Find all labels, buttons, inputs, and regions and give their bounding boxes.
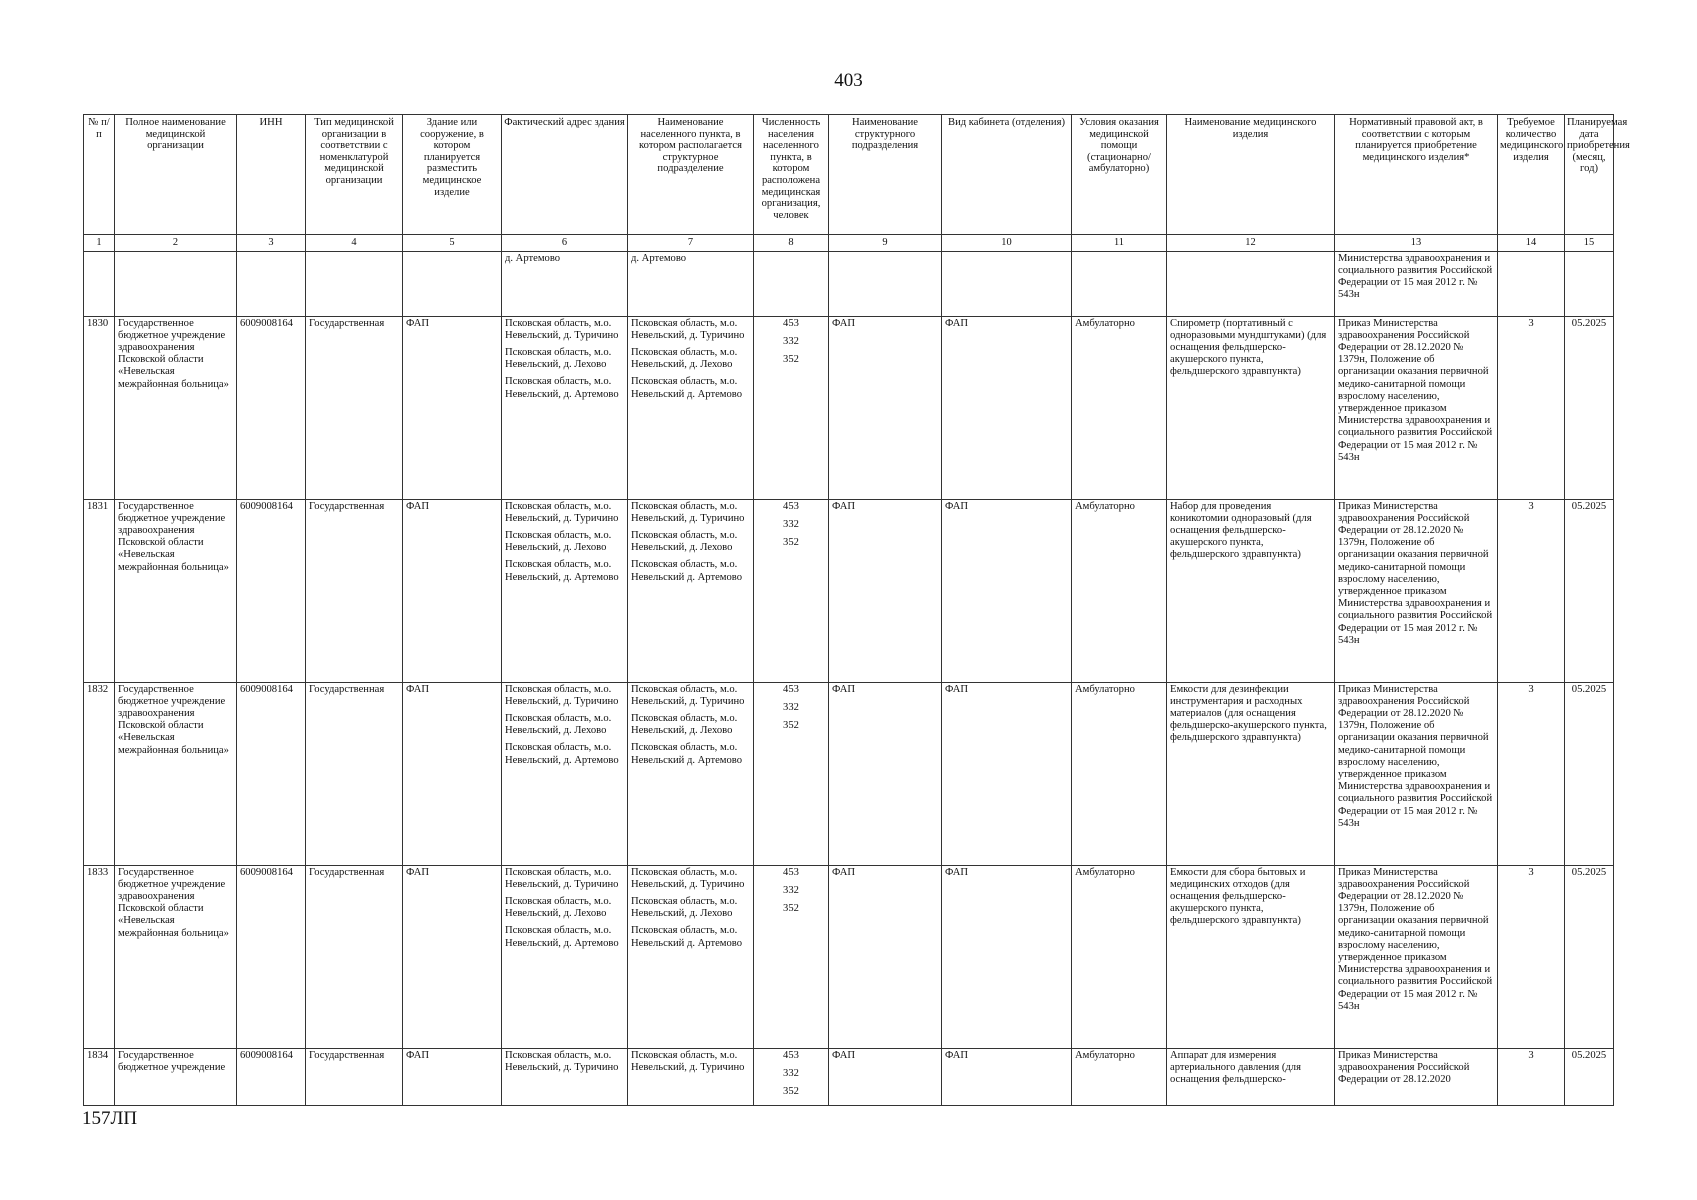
document-code: 157ЛП [82, 1108, 138, 1129]
address-line: Псковская область, м.о. Невельский, д. Артемово [505, 925, 619, 949]
address-line: Псковская область, м.о. Невельский, д. Лехово [505, 530, 612, 554]
header-cell: Нормативный правовой акт, в соответствии с которым планируется приобретение медицинского изделия* [1335, 115, 1498, 235]
device-cell: Емкости для сбора бытовых и медицинских отходов (для оснащения фельдшерско-акушерского пункта, фельдшерского здравпункта) [1167, 865, 1335, 1048]
unit-cell: ФАП [829, 865, 942, 1048]
population-value: 453 [783, 1049, 799, 1061]
cabinet-cell: ФАП [942, 682, 1072, 865]
column-number: 7 [628, 235, 754, 252]
settlement-line: Псковская область, м.о. Невельский, д. Лехово [631, 713, 738, 737]
quantity-cell: 3 [1498, 682, 1565, 865]
column-number: 2 [115, 235, 237, 252]
organization-name: Государственное бюджетное учреждение здравоохранения Псковской области «Невельская межрайонная больница» [115, 316, 237, 499]
row-number: 1832 [84, 682, 115, 865]
conditions-cell: Амбулаторно [1072, 1048, 1167, 1106]
date-cell: 05.2025 [1565, 499, 1614, 682]
row-number: 1833 [84, 865, 115, 1048]
organization-name: Государственное бюджетное учреждение [115, 1048, 237, 1106]
org-type-cell: Государственная [306, 682, 403, 865]
population-value: 332 [783, 701, 799, 713]
settlement-line: Псковская область, м.о. Невельский, д. Туричино [631, 1049, 745, 1073]
column-number: 5 [403, 235, 502, 252]
address-line: Псковская область, м.о. Невельский, д. Артемово [505, 376, 619, 400]
address-line: Псковская область, м.о. Невельский, д. Туричино [505, 500, 619, 524]
inn-cell: 6009008164 [237, 682, 306, 865]
table-row [84, 682, 1614, 865]
settlement-cell [628, 865, 754, 1048]
equipment-table [83, 114, 1630, 1106]
conditions-cell: Амбулаторно [1072, 682, 1167, 865]
conditions-cell: Амбулаторно [1072, 316, 1167, 499]
unit-cell: ФАП [829, 682, 942, 865]
population-value: 453 [783, 500, 799, 512]
device-cell: Аппарат для измерения артериального давления (для оснащения фельдшерско- [1167, 1048, 1335, 1106]
address-line: Псковская область, м.о. Невельский, д. Лехово [505, 347, 612, 371]
settlement-line: Псковская область, м.о. Невельский, д. Туричино [631, 500, 745, 524]
settlement-line: Псковская область, м.о. Невельский, д. Лехово [631, 347, 738, 371]
address-line: Псковская область, м.о. Невельский, д. Артемово [505, 559, 619, 583]
population-value: 453 [783, 317, 799, 329]
legal-act-cell: Приказ Министерства здравоохранения Российской Федерации от 28.12.2020 [1335, 1048, 1498, 1106]
table-row [84, 316, 1614, 499]
population-cell [754, 865, 829, 1048]
column-number: 12 [1167, 235, 1335, 252]
date-cell: 05.2025 [1565, 1048, 1614, 1106]
column-number-row [84, 235, 1614, 252]
population-value: 352 [783, 1086, 799, 1097]
header-cell: Требуемое количество медицинского изделия [1498, 115, 1565, 235]
column-number: 15 [1565, 235, 1614, 252]
address-line: Псковская область, м.о. Невельский, д. Туричино [505, 683, 619, 707]
row-number: 1831 [84, 499, 115, 682]
legal-act-cell: Приказ Министерства здравоохранения Российской Федерации от 28.12.2020 № 1379н, Положение об организации оказания первичной медико-санитарной помощи взрослому населению, утвержденное приказом Министерства здравоохранения и социального развития Российской Федерации от 15 мая 2012 г. № 543н [1335, 316, 1498, 499]
address-line: Псковская область, м.о. Невельский, д. Туричино [505, 866, 619, 890]
address-cell: д. Артемово [502, 251, 628, 316]
org-type-cell: Государственная [306, 316, 403, 499]
inn-cell: 6009008164 [237, 865, 306, 1048]
settlement-line: Псковская область, м.о. Невельский д. Артемово [631, 559, 743, 583]
population-value: 453 [783, 683, 799, 695]
population-cell [754, 316, 829, 499]
settlement-cell [628, 499, 754, 682]
inn-cell: 6009008164 [237, 499, 306, 682]
population-value: 352 [783, 537, 799, 548]
conditions-cell: Амбулаторно [1072, 499, 1167, 682]
row-number: 1830 [84, 316, 115, 499]
column-number: 3 [237, 235, 306, 252]
device-cell: Набор для проведения коникотомии одноразовый (для оснащения фельдшерско-акушерского пункта, фельдшерского здравпункта) [1167, 499, 1335, 682]
header-cell: Планируемая дата приобретения (месяц, год) [1565, 115, 1614, 235]
column-number: 11 [1072, 235, 1167, 252]
legal-act-cell: Министерства здравоохранения и социального развития Российской Федерации от 15 мая 2012 г. № 543н [1335, 251, 1498, 316]
date-cell: 05.2025 [1565, 682, 1614, 865]
table-row [84, 1048, 1614, 1106]
address-cell [502, 499, 628, 682]
building-cell: ФАП [403, 682, 502, 865]
cabinet-cell: ФАП [942, 316, 1072, 499]
device-cell: Емкости для дезинфекции инструментария и расходных материалов (для оснащения фельдшерско-акушерского пункта, фельдшерского здравпункта) [1167, 682, 1335, 865]
legal-act-cell: Приказ Министерства здравоохранения Российской Федерации от 28.12.2020 № 1379н, Положение об организации оказания первичной медико-санитарной помощи взрослому населению, утвержденное приказом Министерства здравоохранения и социального развития Российской Федерации от 15 мая 2012 г. № 543н [1335, 865, 1498, 1048]
unit-cell: ФАП [829, 1048, 942, 1106]
address-line: Псковская область, м.о. Невельский, д. Туричино [505, 317, 619, 341]
column-number: 1 [84, 235, 115, 252]
population-cell [754, 1048, 829, 1106]
building-cell: ФАП [403, 316, 502, 499]
settlement-cell [628, 682, 754, 865]
address-cell [502, 682, 628, 865]
building-cell: ФАП [403, 1048, 502, 1106]
settlement-line: Псковская область, м.о. Невельский д. Артемово [631, 925, 743, 949]
legal-act-cell: Приказ Министерства здравоохранения Российской Федерации от 28.12.2020 № 1379н, Положение об организации оказания первичной медико-санитарной помощи взрослому населению, утвержденное приказом Министерства здравоохранения и социального развития Российской Федерации от 15 мая 2012 г. № 543н [1335, 499, 1498, 682]
header-cell: ИНН [237, 115, 306, 235]
address-line: Псковская область, м.о. Невельский, д. Лехово [505, 713, 612, 737]
column-number: 6 [502, 235, 628, 252]
header-cell: Фактический адрес здания [502, 115, 628, 235]
population-value: 453 [783, 866, 799, 878]
settlement-cell [628, 316, 754, 499]
cabinet-cell: ФАП [942, 1048, 1072, 1106]
header-cell: Тип медицинской организации в соответствии с номенклатурой медицинской организации [306, 115, 403, 235]
address-line: Псковская область, м.о. Невельский, д. Туричино [505, 1049, 619, 1073]
quantity-cell: 3 [1498, 1048, 1565, 1106]
population-cell [754, 499, 829, 682]
legal-act-cell: Приказ Министерства здравоохранения Российской Федерации от 28.12.2020 № 1379н, Положение об организации оказания первичной медико-санитарной помощи взрослому населению, утвержденное приказом Министерства здравоохранения и социального развития Российской Федерации от 15 мая 2012 г. № 543н [1335, 682, 1498, 865]
table-row [84, 865, 1614, 1048]
quantity-cell: 3 [1498, 865, 1565, 1048]
building-cell: ФАП [403, 865, 502, 1048]
settlement-line: Псковская область, м.о. Невельский, д. Лехово [631, 530, 738, 554]
conditions-cell: Амбулаторно [1072, 865, 1167, 1048]
header-cell: Наименование населенного пункта, в котором располагается структурное подразделение [628, 115, 754, 235]
header-cell: Условия оказания медицинской помощи (стационарно/ амбулаторно) [1072, 115, 1167, 235]
organization-name: Государственное бюджетное учреждение здравоохранения Псковской области «Невельская межрайонная больница» [115, 865, 237, 1048]
org-type-cell: Государственная [306, 1048, 403, 1106]
settlement-cell: д. Артемово [628, 251, 754, 316]
header-row [84, 115, 1614, 235]
column-number: 9 [829, 235, 942, 252]
header-cell: Вид кабинета (отделения) [942, 115, 1072, 235]
header-cell: Наименование структурного подразделения [829, 115, 942, 235]
column-number: 13 [1335, 235, 1498, 252]
population-value: 332 [783, 884, 799, 896]
building-cell: ФАП [403, 499, 502, 682]
settlement-line: Псковская область, м.о. Невельский, д. Туричино [631, 866, 745, 890]
unit-cell: ФАП [829, 499, 942, 682]
organization-name: Государственное бюджетное учреждение здравоохранения Псковской области «Невельская межрайонная больница» [115, 499, 237, 682]
population-value: 332 [783, 518, 799, 530]
settlement-line: Псковская область, м.о. Невельский д. Артемово [631, 376, 743, 400]
row-number: 1834 [84, 1048, 115, 1106]
continuation-row [84, 251, 1614, 316]
header-cell: № п/п [84, 115, 115, 235]
population-value: 352 [783, 354, 799, 365]
inn-cell: 6009008164 [237, 316, 306, 499]
inn-cell: 6009008164 [237, 1048, 306, 1106]
org-type-cell: Государственная [306, 865, 403, 1048]
settlement-line: Псковская область, м.о. Невельский, д. Лехово [631, 896, 738, 920]
org-type-cell: Государственная [306, 499, 403, 682]
device-cell: Спирометр (портативный с одноразовыми мундштуками) (для оснащения фельдшерско-акушерского пункта, фельдшерского здравпункта) [1167, 316, 1335, 499]
address-cell [502, 865, 628, 1048]
population-value: 332 [783, 335, 799, 347]
settlement-line: Псковская область, м.о. Невельский, д. Туричино [631, 683, 745, 707]
header-cell: Здание или сооружение, в котором планируется разместить медицинское изделие [403, 115, 502, 235]
date-cell: 05.2025 [1565, 865, 1614, 1048]
cabinet-cell: ФАП [942, 499, 1072, 682]
date-cell: 05.2025 [1565, 316, 1614, 499]
settlement-line: Псковская область, м.о. Невельский, д. Туричино [631, 317, 745, 341]
population-value: 352 [783, 903, 799, 914]
header-cell: Полное наименование медицинской организации [115, 115, 237, 235]
cabinet-cell: ФАП [942, 865, 1072, 1048]
page-number: 403 [834, 70, 863, 91]
population-value: 352 [783, 720, 799, 731]
quantity-cell: 3 [1498, 316, 1565, 499]
column-number: 4 [306, 235, 403, 252]
table-row [84, 499, 1614, 682]
organization-name: Государственное бюджетное учреждение здравоохранения Псковской области «Невельская межрайонная больница» [115, 682, 237, 865]
population-value: 332 [783, 1067, 799, 1079]
quantity-cell: 3 [1498, 499, 1565, 682]
column-number: 10 [942, 235, 1072, 252]
header-cell: Наименование медицинского изделия [1167, 115, 1335, 235]
column-number: 8 [754, 235, 829, 252]
column-number: 14 [1498, 235, 1565, 252]
address-cell [502, 1048, 628, 1106]
header-cell: Численность населения населенного пункта, в котором расположена медицинская организация, человек [754, 115, 829, 235]
settlement-line: Псковская область, м.о. Невельский д. Артемово [631, 742, 743, 766]
settlement-cell [628, 1048, 754, 1106]
address-line: Псковская область, м.о. Невельский, д. Лехово [505, 896, 612, 920]
address-line: Псковская область, м.о. Невельский, д. Артемово [505, 742, 619, 766]
address-cell [502, 316, 628, 499]
population-cell [754, 682, 829, 865]
unit-cell: ФАП [829, 316, 942, 499]
